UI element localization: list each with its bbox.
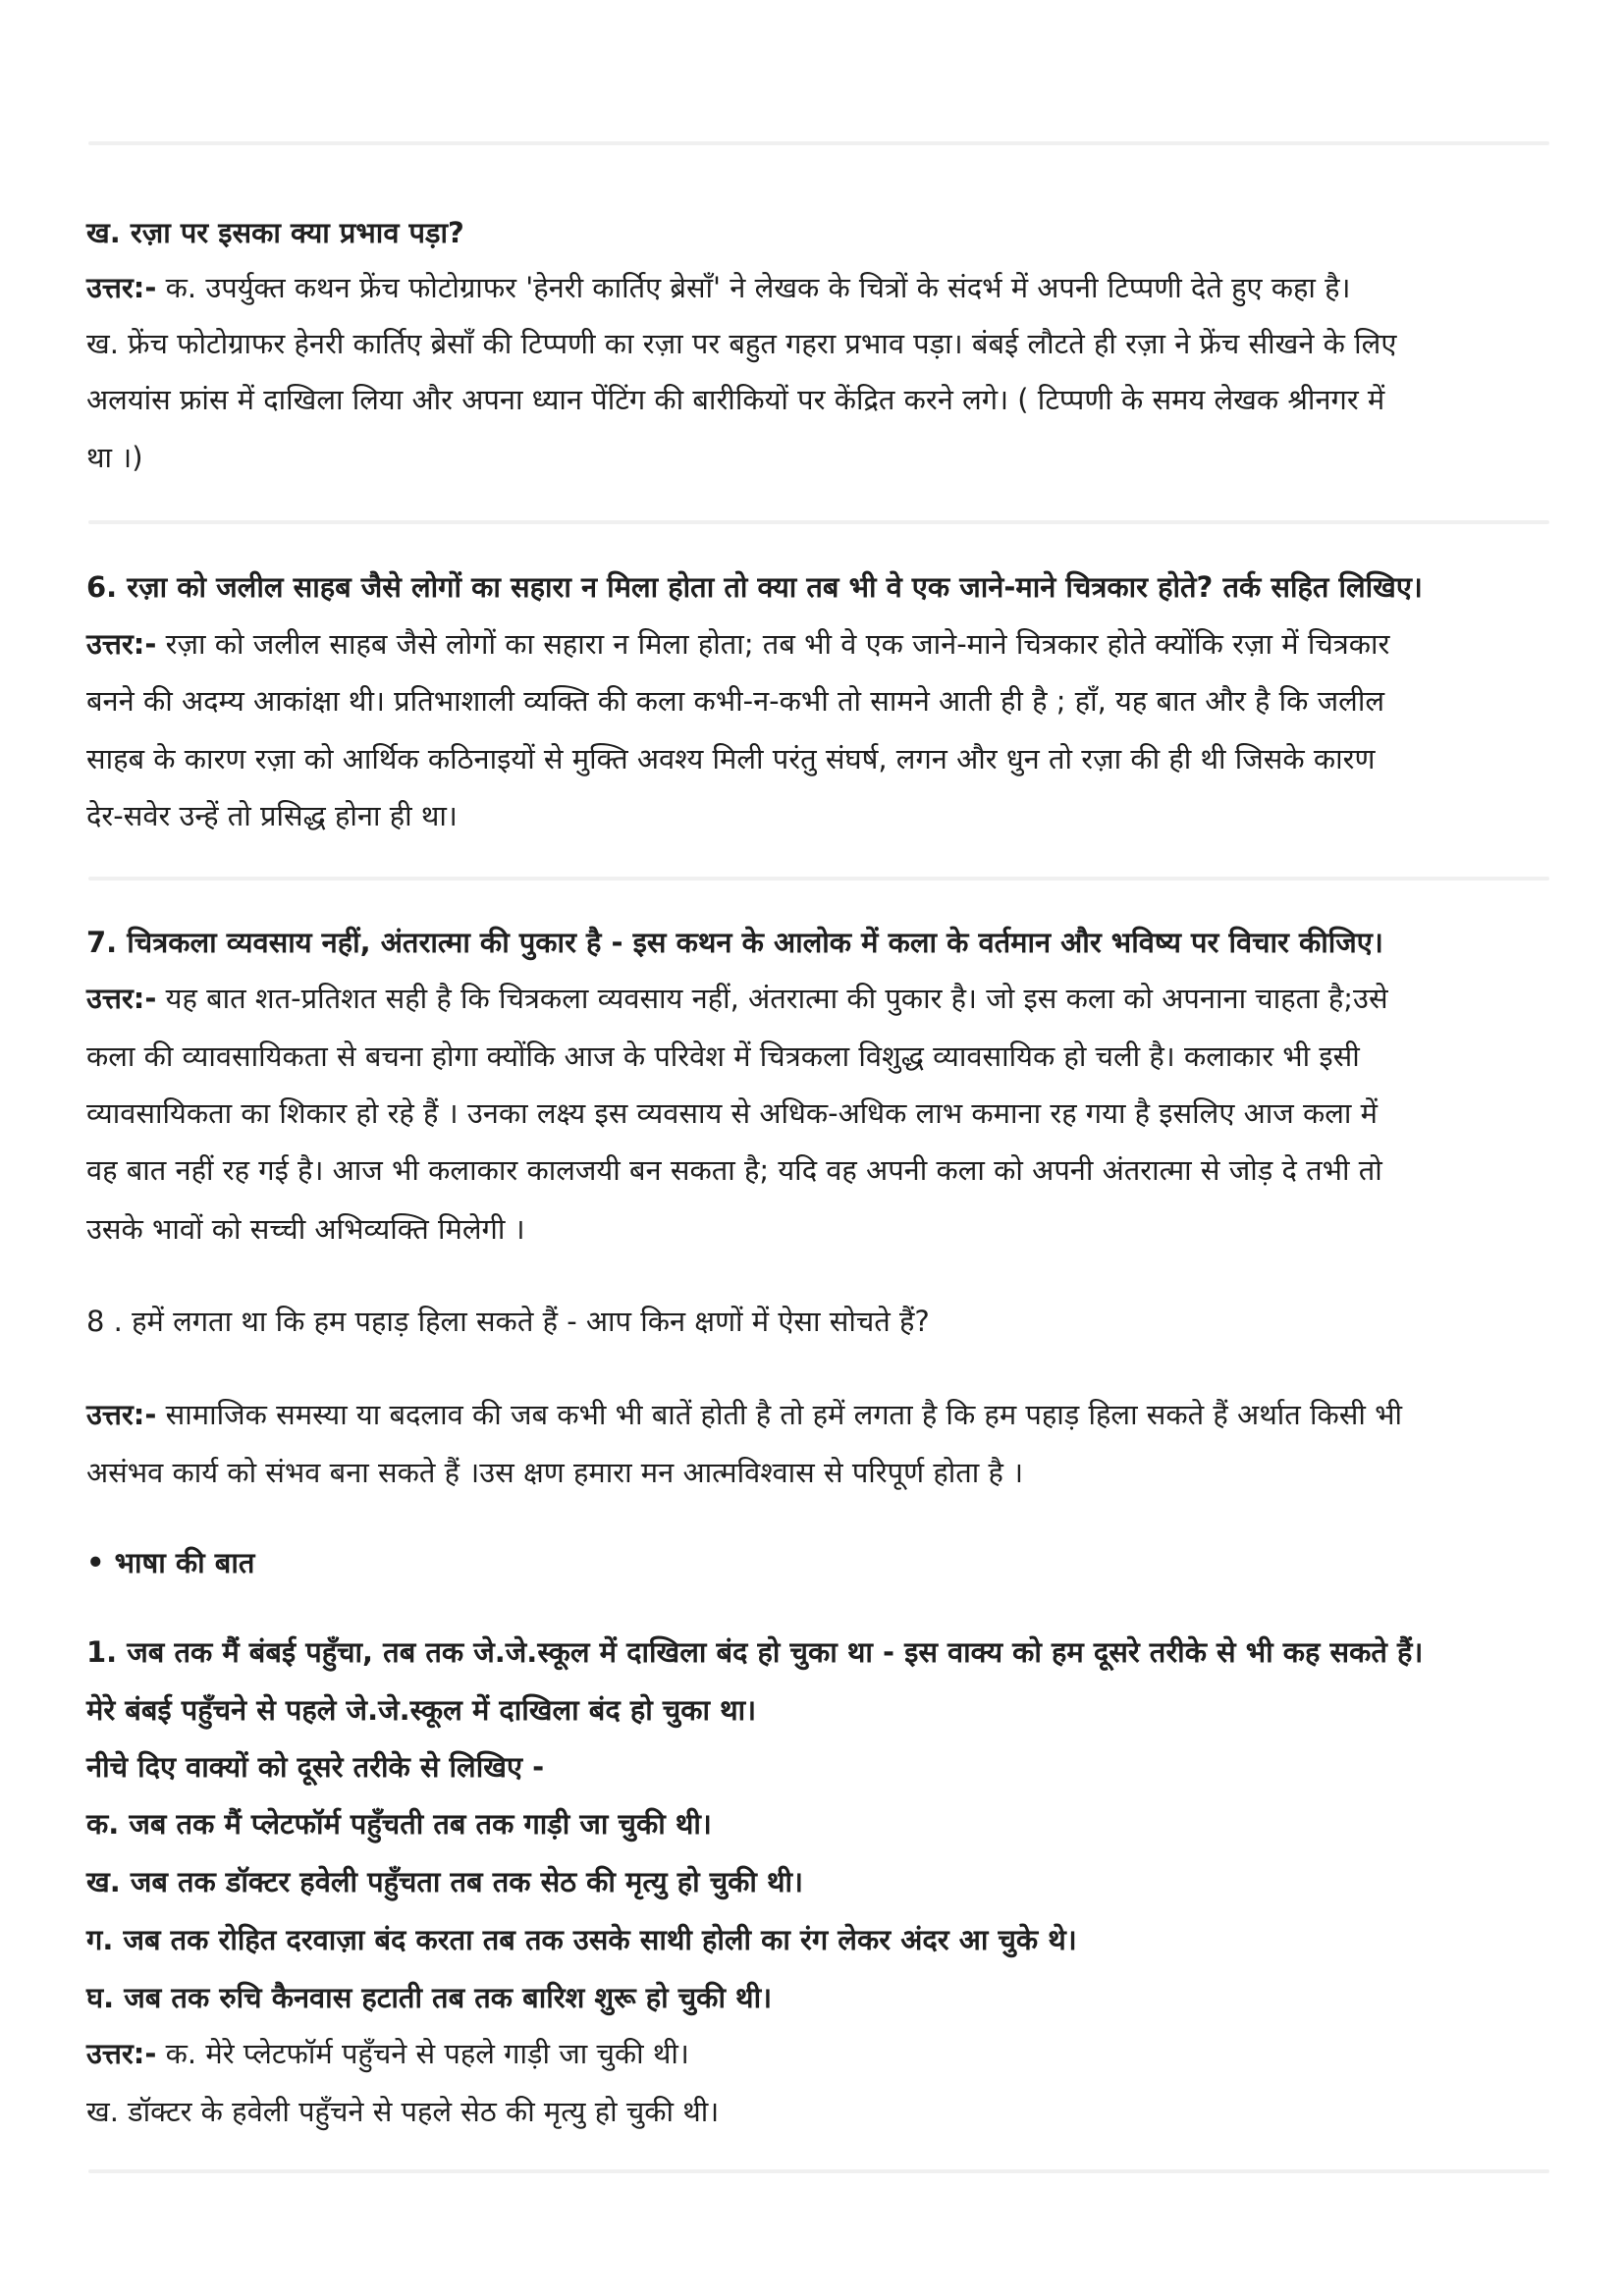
lang-question-line: 1. जब तक मैं बंबई पहुँचा, तब तक जे.जे.स्कूल में दाखिला बंद हो चुका था - इस वाक्य को हम दूसरे तरीके से भी कह सकते हैं। [86, 1635, 1424, 1669]
answer-line: बनने की अदम्य आकांक्षा थी। प्रतिभाशाली व्यक्ति की कला कभी-न-कभी तो सामने आती ही है ; हाँ, यह बात और है कि जलील [86, 684, 1385, 718]
question-6: 6. रज़ा को जलील साहब जैसे लोगों का सहारा न मिला होता तो क्या तब भी वे एक जाने-माने चित्रकार होते? तर्क सहित लिखिए। [86, 570, 1423, 604]
question-8: 8 . हमें लगता था कि हम पहाड़ हिला सकते हैं - आप किन क्षणों में ऐसा सोचते हैं? [86, 1305, 930, 1338]
divider [88, 520, 1549, 524]
lang-question-line: ख. जब तक डॉक्टर हवेली पहुँचता तब तक सेठ की मृत्यु हो चुकी थी। [86, 1865, 804, 1898]
answer-label: उत्तर:- [86, 1398, 157, 1431]
answer-line [86, 979, 1549, 1018]
answer-label: उत्तर:- [86, 982, 157, 1015]
divider [88, 877, 1549, 881]
answer-line: कला की व्यावसायिकता से बचना होगा क्योंकि आज के परिवेश में चित्रकला विशुद्ध व्यावसायिक हो चली है। कलाकार भी इसी [86, 1040, 1360, 1073]
lang-question-line: मेरे बंबई पहुँचने से पहले जे.जे.स्कूल में दाखिला बंद हो चुका था। [86, 1693, 757, 1727]
divider [88, 2169, 1549, 2173]
answer-line: वह बात नहीं रह गई है। आज भी कलाकार कालजयी बन सकता है; यदि वह अपनी कला को अपनी अंतरात्मा से जोड़ दे तभी तो [86, 1153, 1382, 1187]
lang-question-line: नीचे दिए वाक्यों को दूसरे तरीके से लिखिए - [86, 1750, 545, 1784]
lang-question-line: क. जब तक मैं प्लेटफॉर्म पहुँचती तब तक गाड़ी जा चुकी थी। [86, 1807, 712, 1841]
section-heading: • भाषा की बात [86, 1546, 255, 1579]
answer-label: उत्तर:- [86, 271, 157, 304]
answer-line [86, 2034, 1549, 2073]
answer-line: साहब के कारण रज़ा को आर्थिक कठिनाइयों से मुक्ति अवश्य मिली परंतु संघर्ष, लगन और धुन तो रज़ा की ही थी जिसके कारण [86, 742, 1376, 775]
answer-text: क. उपर्युक्त कथन फ्रेंच फोटोग्राफर 'हेनरी कार्तिए ब्रेसाँ' ने लेखक के चित्रों के संदर्भ में अपनी टिप्पणी देते हुए कहा है। [165, 271, 1351, 304]
lang-question-line: घ. जब तक रुचि कैनवास हटाती तब तक बारिश शुरू हो चुकी थी। [86, 1981, 773, 2014]
question-7: 7. चित्रकला व्यवसाय नहीं, अंतरात्मा की पुकार है - इस कथन के आलोक में कला के वर्तमान और भविष्य पर विचार कीजिए। [86, 926, 1383, 959]
answer-label: उत्तर:- [86, 627, 157, 661]
divider [88, 141, 1549, 145]
answer-text: क. मेरे प्लेटफॉर्म पहुँचने से पहले गाड़ी जा चुकी थी। [165, 2037, 689, 2070]
answer-line: अलयांस फ्रांस में दाखिला लिया और अपना ध्यान पेंटिंग की बारीकियों पर केंद्रित करने लगे। ( टिप्पणी के समय लेखक श्रीनगर में [86, 383, 1385, 416]
answer-text: यह बात शत-प्रतिशत सही है कि चित्रकला व्यवसाय नहीं, अंतरात्मा की पुकार है। जो इस कला को अपनाना चाहता है;उसे [165, 982, 1388, 1015]
answer-line: ख. फ्रेंच फोटोग्राफर हेनरी कार्तिए ब्रेसाँ की टिप्पणी का रज़ा पर बहुत गहरा प्रभाव पड़ा। बंबई लौटते ही रज़ा ने फ्रेंच सीखने के लिए [86, 327, 1397, 360]
answer-line: ख. डॉक्टर के हवेली पहुँचने से पहले सेठ की मृत्यु हो चुकी थी। [86, 2095, 720, 2128]
lang-question-line: ग. जब तक रोहित दरवाज़ा बंद करता तब तक उसके साथी होली का रंग लेकर अंदर आ चुके थे। [86, 1923, 1077, 1956]
answer-text: रज़ा को जलील साहब जैसे लोगों का सहारा न मिला होता; तब भी वे एक जाने-माने चित्रकार होते क्योंकि रज़ा में चित्रकार [165, 627, 1390, 661]
question-5b: ख. रज़ा पर इसका क्या प्रभाव पड़ा? [86, 216, 464, 249]
answer-line: उसके भावों को सच्ची अभिव्यक्ति मिलेगी । [86, 1212, 525, 1246]
answer-line: देर-सवेर उन्हें तो प्रसिद्ध होना ही था। [86, 799, 458, 832]
answer-line: था ।) [86, 441, 143, 474]
answer-line [86, 624, 1549, 664]
answer-line: व्यावसायिकता का शिकार हो रहे हैं । उनका लक्ष्य इस व्यवसाय से अधिक-अधिक लाभ कमाना रह गया है इसलिए आज कला में [86, 1096, 1378, 1130]
answer-label: उत्तर:- [86, 2037, 157, 2070]
answer-line [86, 268, 1549, 307]
answer-text: सामाजिक समस्या या बदलाव की जब कभी भी बातें होती है तो हमें लगता है कि हम पहाड़ हिला सकते हैं अर्थात किसी भी [165, 1398, 1403, 1431]
answer-line [86, 1395, 1549, 1434]
answer-line: असंभव कार्य को संभव बना सकते हैं ।उस क्षण हमारा मन आत्मविश्वास से परिपूर्ण होता है । [86, 1456, 1024, 1489]
